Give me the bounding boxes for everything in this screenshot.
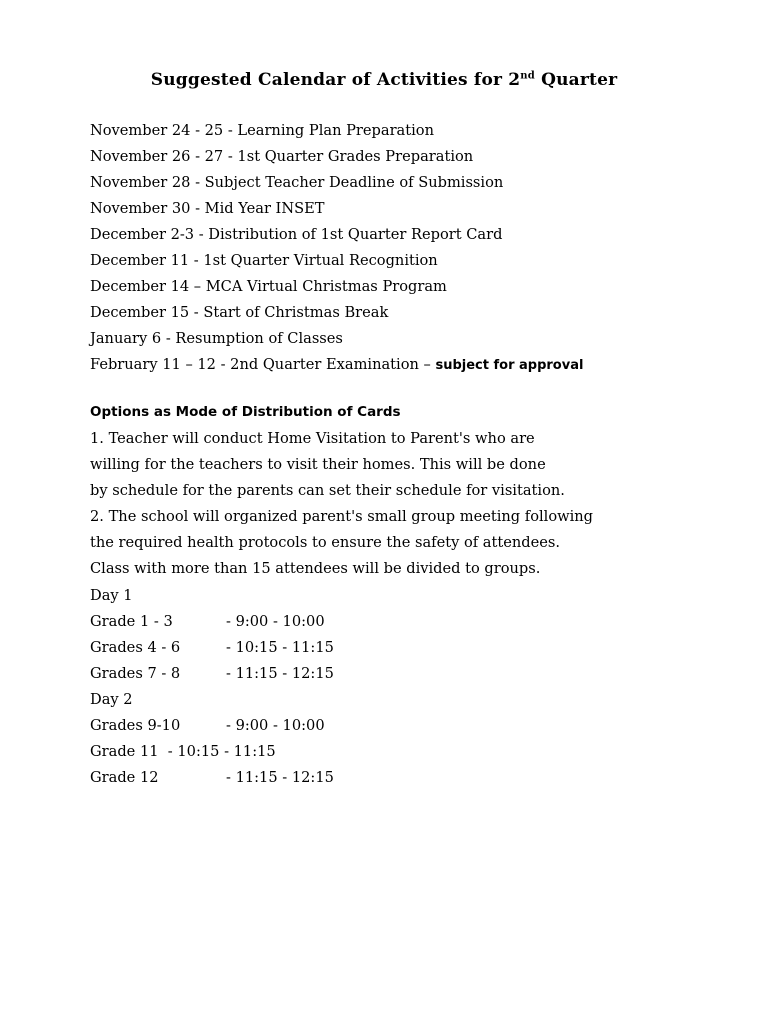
- calendar-item: December 15 - Start of Christmas Break: [90, 304, 389, 321]
- day2-label: Day 2: [90, 691, 133, 708]
- calendar-item: November 28 - Subject Teacher Deadline of Submission: [90, 174, 504, 191]
- paragraph-line: by schedule for the parents can set their schedule for visitation.: [90, 482, 565, 499]
- day1-label: Day 1: [90, 587, 133, 604]
- title-superscript: nd: [520, 70, 535, 82]
- schedule-row: [90, 717, 390, 735]
- document-title: [0, 70, 768, 90]
- approval-note: subject for approval: [435, 358, 584, 373]
- paragraph-line: Class with more than 15 attendees will be divided to groups.: [90, 560, 541, 577]
- paragraph-line: 1. Teacher will conduct Home Visitation to Parent's who are: [90, 430, 535, 447]
- schedule-row: [90, 769, 390, 787]
- schedule-grade: Grade 12: [90, 769, 159, 786]
- calendar-item: January 6 - Resumption of Classes: [90, 330, 343, 347]
- paragraph-line: the required health protocols to ensure the safety of attendees.: [90, 534, 560, 551]
- schedule-grade: Grades 7 - 8: [90, 665, 181, 682]
- schedule-time: - 9:00 - 10:00: [226, 717, 325, 734]
- calendar-item: November 24 - 25 - Learning Plan Preparation: [90, 122, 434, 139]
- calendar-item: November 26 - 27 - 1st Quarter Grades Preparation: [90, 148, 474, 165]
- title-text: Suggested Calendar of Activities for 2: [150, 70, 521, 90]
- options-heading: Options as Mode of Distribution of Cards: [90, 404, 401, 420]
- schedule-time: - 10:15 - 11:15: [226, 639, 334, 656]
- calendar-item: December 2-3 - Distribution of 1st Quarter Report Card: [90, 226, 503, 243]
- schedule-time: - 11:15 - 12:15: [226, 665, 334, 682]
- calendar-item: December 11 - 1st Quarter Virtual Recognition: [90, 252, 438, 269]
- schedule-grade: Grades 4 - 6: [90, 639, 181, 656]
- calendar-item: November 30 - Mid Year INSET: [90, 200, 325, 217]
- exam-text: February 11 – 12 - 2nd Quarter Examination –: [90, 356, 436, 373]
- schedule-grade: Grade 1 - 3: [90, 613, 173, 630]
- schedule-row: Grade 11 - 10:15 - 11:15: [90, 743, 276, 760]
- title-text-end: Quarter: [534, 70, 618, 90]
- paragraph-line: willing for the teachers to visit their homes. This will be done: [90, 456, 546, 473]
- schedule-row: [90, 665, 390, 683]
- calendar-item: December 14 – MCA Virtual Christmas Program: [90, 278, 447, 295]
- schedule-row: [90, 639, 390, 657]
- schedule-time: - 9:00 - 10:00: [226, 613, 325, 630]
- schedule-grade: Grades 9-10: [90, 717, 181, 734]
- paragraph-line: 2. The school will organized parent's small group meeting following: [90, 508, 593, 525]
- schedule-row: [90, 613, 390, 631]
- calendar-item-exam: [90, 356, 583, 375]
- schedule-time: - 11:15 - 12:15: [226, 769, 334, 786]
